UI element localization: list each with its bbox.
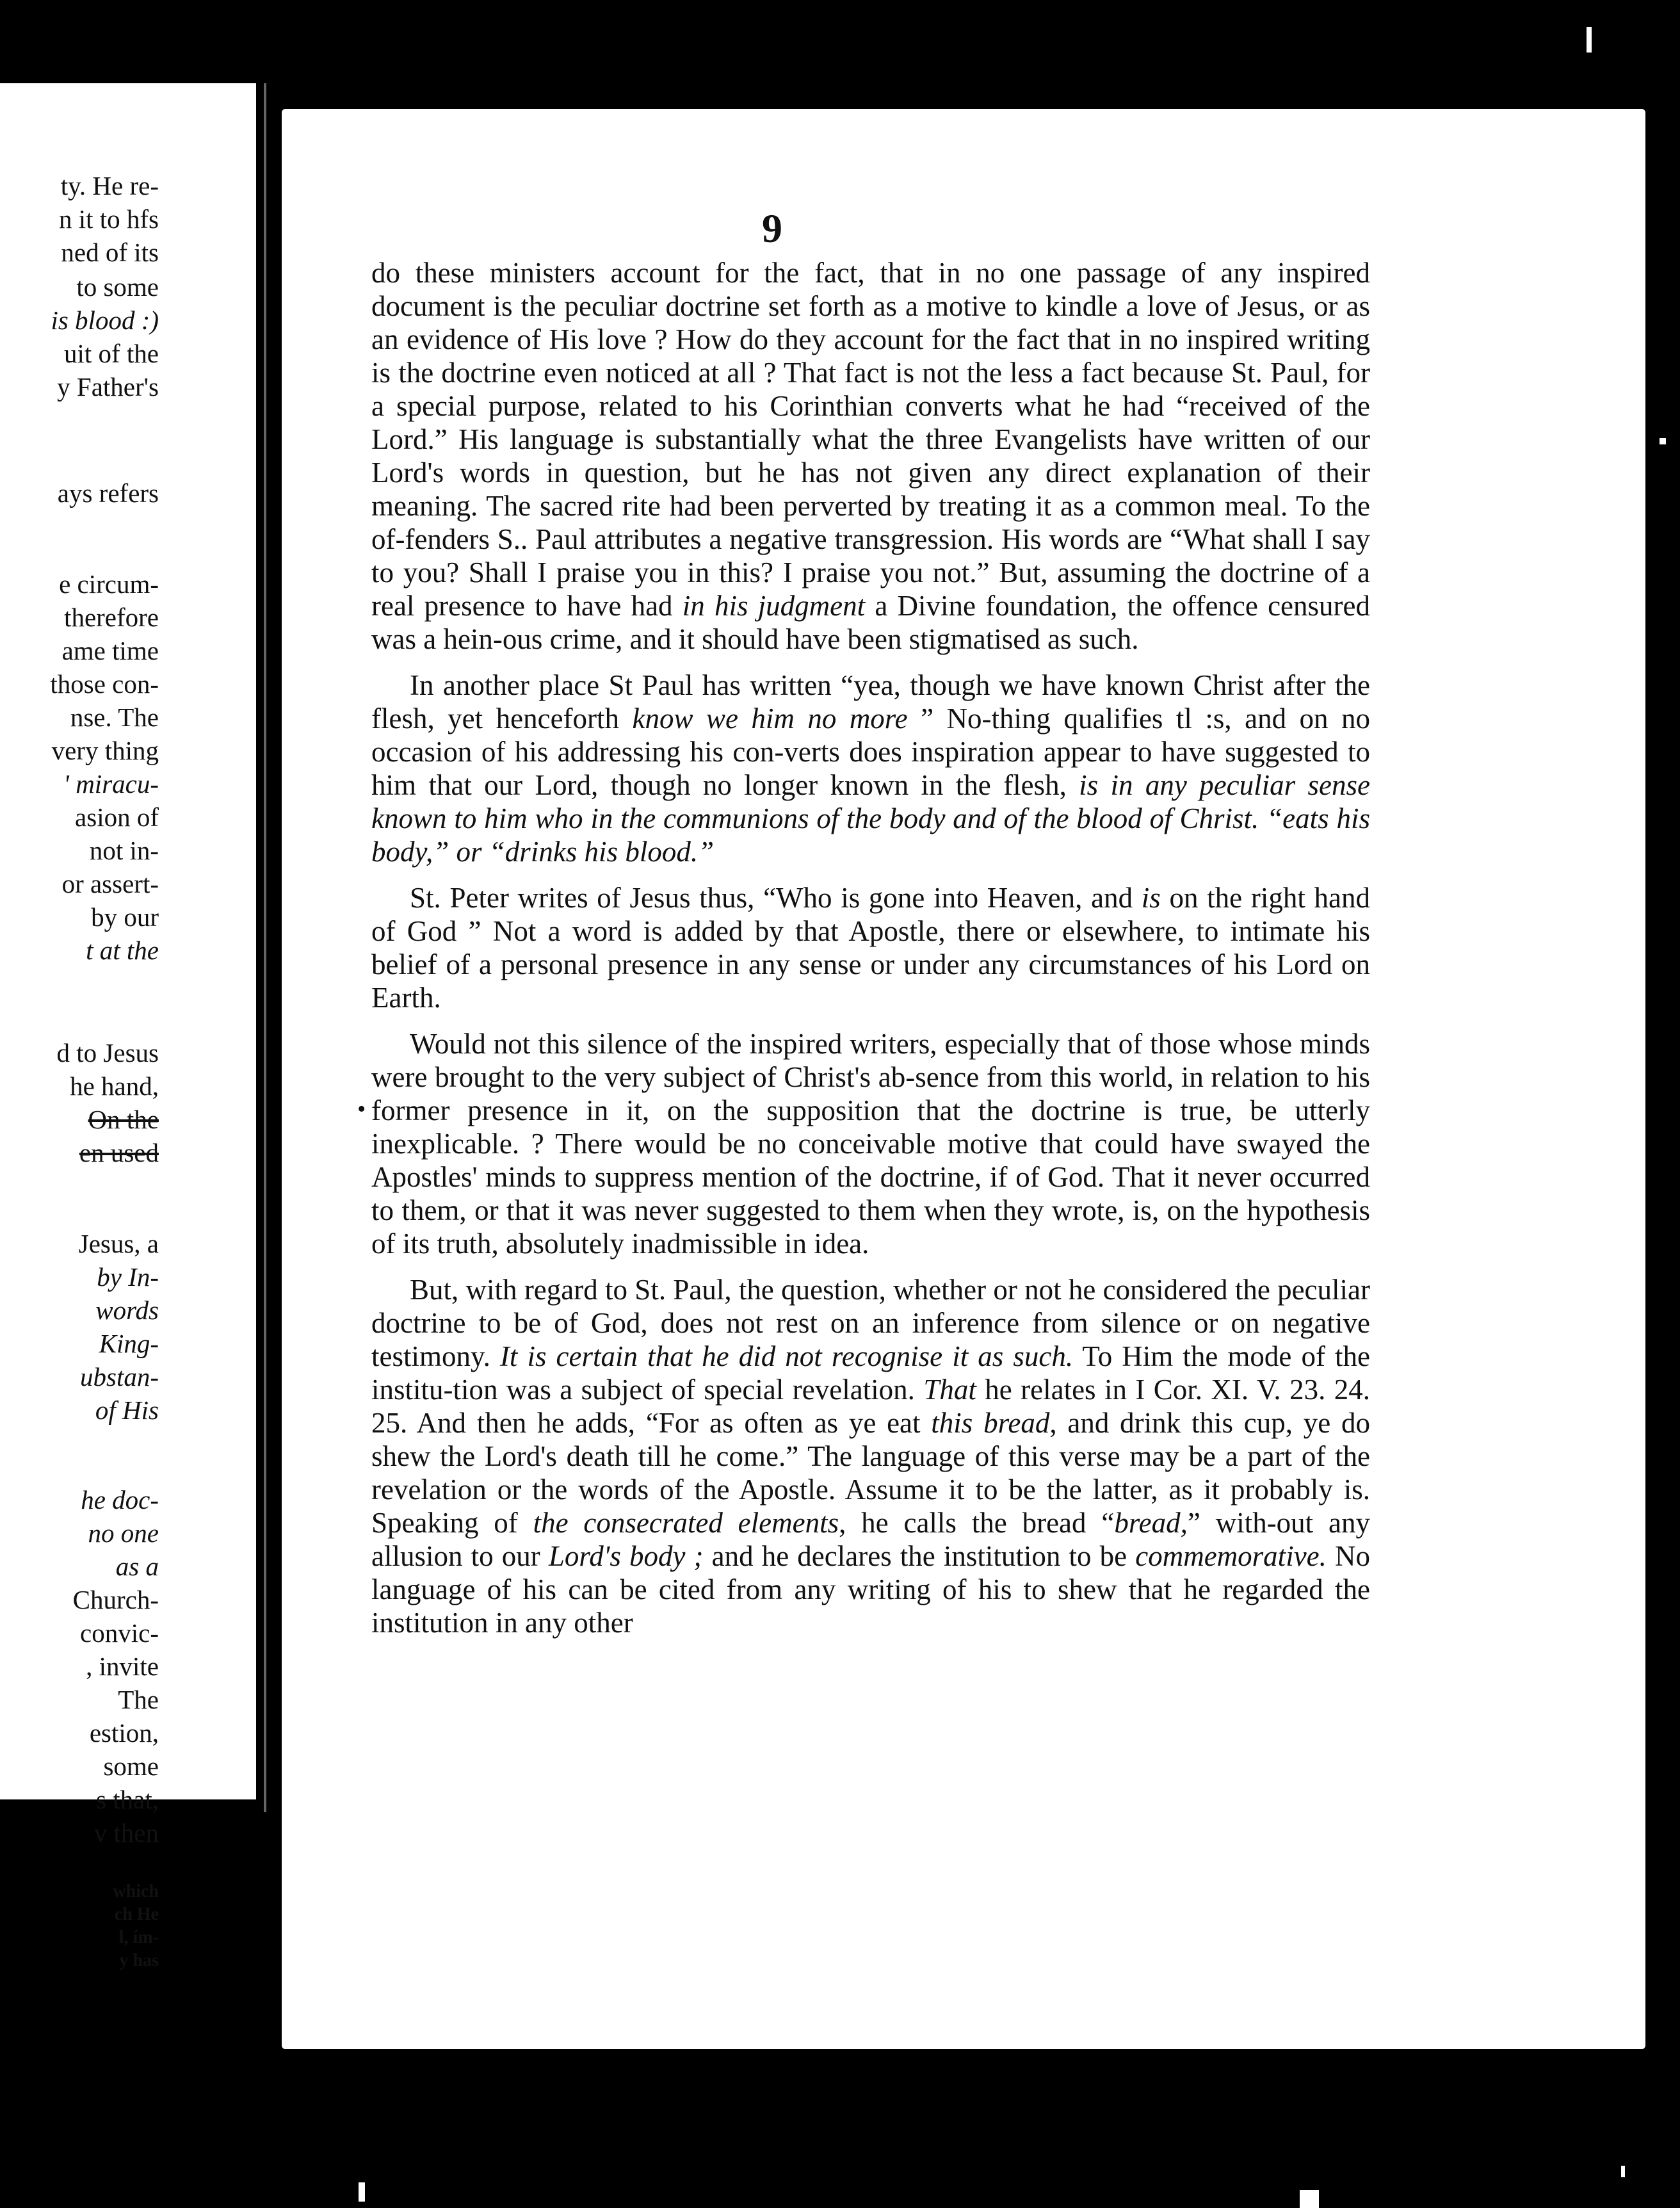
text-run: In another place St Paul has written “yea, though we have known Christ after the flesh, yet henceforth bbox=[371, 669, 1370, 735]
facing-page-line: y Father's bbox=[57, 372, 159, 402]
italic-phrase: the consecrated elements bbox=[533, 1507, 839, 1539]
body-paragraph bbox=[371, 256, 1370, 656]
body-paragraph bbox=[371, 881, 1370, 1014]
facing-page-line: or assert- bbox=[61, 869, 159, 898]
text-run: do these ministers account for the fact, that in no one passage of any inspired document is the peculiar doctrine set forth as a motive to kindle a love of Jesus, or as an evidence of His love ? How do they account for the fact that in no inspired writing is the doctrine even noticed at all ? That fact is not the less a fact because St. Paul, for a special purpose, related to his Corinthian converts what he had “received of the Lord.” His language is substantially what the three Evangelists have written of our Lord's words in question, but he has not given any direct explanation of their meaning. The sacred rite had been perverted by treating it as a common meal. To the of-fenders S.. Paul attributes a negative transgression. His words are “What shall I say to you? Shall I praise you in this? I praise you not.” But, assuming the doctrine of a real presence to have had bbox=[371, 257, 1370, 622]
text-run: a Divine foundation, the offence censured was a hein-ous crime, and it should have been stigmatised as such. bbox=[371, 590, 1370, 655]
facing-page-line: On the bbox=[88, 1105, 159, 1134]
page-body bbox=[371, 256, 1370, 1652]
italic-phrase: in his judgment bbox=[682, 590, 866, 622]
facing-page-line: ty. He re- bbox=[60, 171, 159, 200]
facing-page-line: Jesus, a bbox=[78, 1229, 159, 1258]
facing-page-line: very thing bbox=[51, 736, 159, 765]
facing-page-line: t at the bbox=[86, 936, 159, 965]
facing-page-line: nse. The bbox=[70, 702, 159, 732]
page-gutter bbox=[264, 83, 266, 1812]
text-run: Would not this silence of the inspired writers, especially that of those whose minds were brought to the very subject of Christ's ab-sence from this world, in relation to his former presence in it, on the supposition that the doctrine is true, be utterly inexplicable. ? There would be no conceivable motive that could have swayed the Apostles' minds to suppress mention of the doctrine, if of God. That it never occurred to them, or that it was never suggested to them when they wrote, is, on the hypothesis of its truth, absolutely inadmissible in idea. bbox=[371, 1028, 1370, 1260]
italic-phrase: It is certain that he did not recognise it as such. bbox=[499, 1340, 1074, 1372]
facing-page-line: ubstan- bbox=[80, 1362, 159, 1392]
facing-page-line: words bbox=[95, 1295, 159, 1325]
body-paragraph bbox=[371, 1273, 1370, 1639]
facing-page-line: ned of its bbox=[61, 238, 159, 267]
facing-page-line: to some bbox=[76, 272, 159, 302]
facing-page-line: some bbox=[103, 1751, 159, 1781]
facing-page-line: n it to hfs bbox=[58, 204, 159, 234]
facing-page-line: ame time bbox=[61, 636, 159, 665]
facing-page-line: by our bbox=[91, 902, 159, 932]
facing-page-line: no one bbox=[88, 1518, 159, 1548]
facing-page-line: e circum- bbox=[59, 569, 159, 599]
facing-page-line: not in- bbox=[89, 836, 159, 865]
facing-page-line: asion of bbox=[75, 802, 159, 832]
facing-page-line: en used bbox=[79, 1138, 159, 1167]
facing-page-line: convic- bbox=[80, 1618, 159, 1648]
scan-speck bbox=[359, 2182, 365, 2202]
scan-speck bbox=[1660, 438, 1666, 444]
facing-page-line: as a bbox=[115, 1552, 159, 1581]
italic-phrase: is in any peculiar sense known to him who in the communions of the body and of the blood of Christ. “eats his body,” or “drinks his blood.” bbox=[371, 769, 1370, 868]
scan-speck bbox=[1300, 2190, 1319, 2208]
italic-phrase: know we him no more bbox=[632, 702, 908, 735]
facing-page-line: y has bbox=[119, 1951, 159, 1970]
text-run: To Him the mode of the institu-tion was a subject of special revelation. bbox=[371, 1340, 1371, 1406]
text-run: No language of his can be cited from any writing of his to shew that he regarded the institution in any other bbox=[371, 1540, 1370, 1639]
facing-page-line: l, ím- bbox=[118, 1928, 159, 1947]
facing-page-line: of His bbox=[95, 1395, 159, 1425]
text-run: , and drink this cup, ye do shew the Lord's death till he come.” The language of this verse may be a part of the revelation or the words of the Apostle. Assume it to be the latter, as it probably is. Speaking of bbox=[371, 1407, 1370, 1539]
body-paragraph bbox=[371, 1027, 1370, 1260]
facing-page-line: ' miracu- bbox=[63, 769, 159, 799]
text-run: and he declares the institution to be bbox=[703, 1540, 1136, 1572]
facing-page-fragment bbox=[0, 83, 256, 1970]
facing-page-line: The bbox=[118, 1685, 159, 1714]
facing-page-line: , invite bbox=[86, 1652, 159, 1681]
text-run: he relates in I Cor. XI. V. 23. 24. 25. And then he adds, “For as often as ye eat bbox=[371, 1374, 1370, 1439]
facing-page-line: therefore bbox=[64, 603, 159, 632]
facing-page-line: he hand, bbox=[70, 1071, 159, 1101]
page-number: 9 bbox=[762, 206, 782, 251]
text-run: But, with regard to St. Paul, the question, whether or not he considered the peculiar doctrine to be of God, does not rest on an inference from silence or on negative testimony. bbox=[371, 1274, 1370, 1372]
facing-page-line: King- bbox=[99, 1329, 159, 1358]
italic-phrase: this bread bbox=[931, 1407, 1050, 1439]
facing-page-line: by In- bbox=[97, 1262, 159, 1292]
facing-page-line: he doc- bbox=[81, 1485, 159, 1514]
facing-page-line: is blood :) bbox=[51, 305, 159, 335]
facing-page-line: v then bbox=[93, 1818, 159, 1847]
text-run: ” with-out any allusion to our bbox=[371, 1507, 1370, 1572]
facing-page-line: Church- bbox=[72, 1585, 159, 1614]
italic-phrase: bread, bbox=[1114, 1507, 1188, 1539]
scan-speck bbox=[1621, 2166, 1625, 2177]
italic-phrase: commemorative. bbox=[1135, 1540, 1327, 1572]
text-run: , he calls the bread “ bbox=[839, 1507, 1115, 1539]
text-run: St. Peter writes of Jesus thus, “Who is gone into Heaven, and bbox=[410, 882, 1142, 914]
facing-page-line: those con- bbox=[50, 669, 159, 699]
italic-phrase: That bbox=[923, 1374, 976, 1406]
facing-page-line: which bbox=[113, 1881, 159, 1901]
italic-phrase: is bbox=[1141, 882, 1161, 914]
italic-phrase: Lord's body ; bbox=[548, 1540, 704, 1572]
scan-speck bbox=[1587, 27, 1592, 53]
text-run: on the right hand of God ” Not a word is added by that Apostle, there or elsewhere, to intimate his belief of a personal presence in any sense or under any circumstances of his Lord on Earth. bbox=[371, 882, 1370, 1014]
body-paragraph bbox=[371, 669, 1370, 868]
facing-page-line: ays refers bbox=[57, 478, 159, 508]
facing-page-line: uit of the bbox=[63, 339, 159, 368]
facing-page-line: estion, bbox=[89, 1718, 159, 1748]
text-run: ” No-thing qualifies tl :s, and on no occasion of his addressing his con-verts does inspiration appear to have suggested to him that our Lord, though no longer known in the flesh, bbox=[371, 702, 1371, 801]
margin-mark: • bbox=[357, 1096, 366, 1123]
facing-page-line: s that, bbox=[96, 1785, 159, 1814]
facing-page-line: d to Jesus bbox=[56, 1038, 159, 1067]
facing-page-line: ch He bbox=[114, 1904, 159, 1924]
